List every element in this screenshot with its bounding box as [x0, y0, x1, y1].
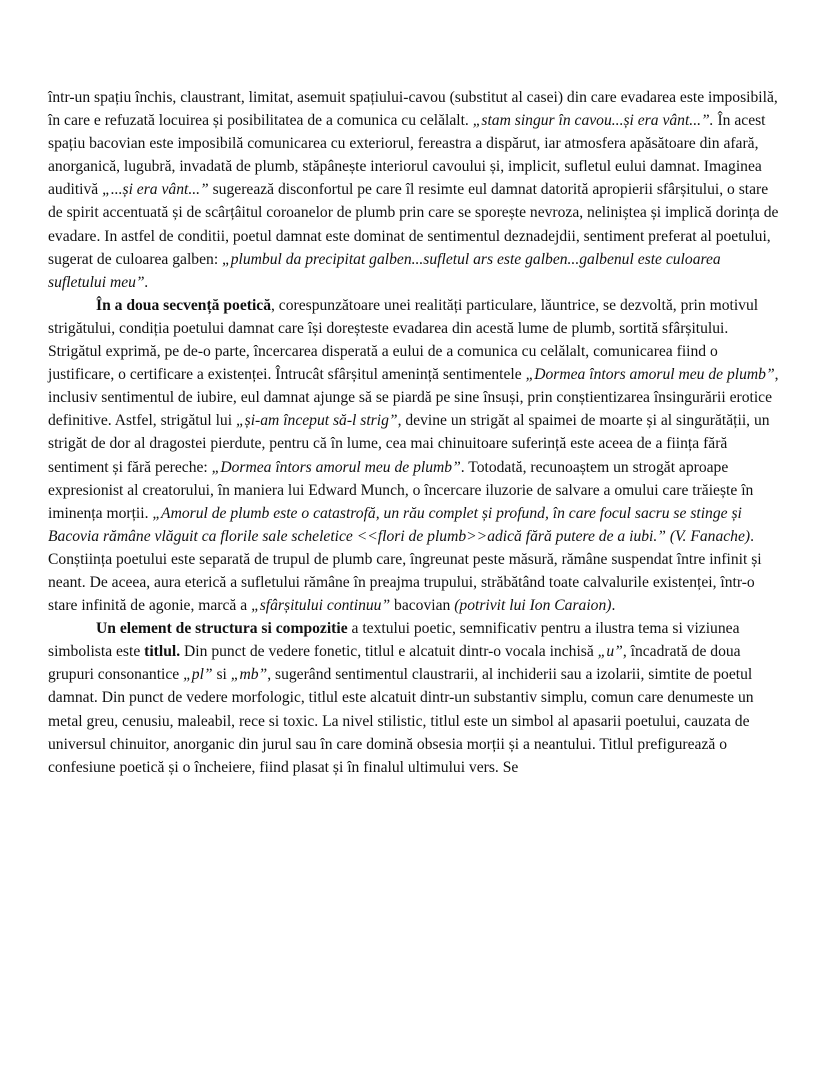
paragraph-1 [48, 86, 782, 294]
quote-text: „Dormea întors amorul meu de plumb” [211, 458, 461, 476]
document-body [48, 86, 782, 779]
quote-text: „sfârșitului continuu” [251, 597, 391, 615]
quote-text: „Dormea întors amorul meu de plumb” [525, 366, 775, 384]
body-text: , devine un strigăt al spaimei de moarte și al singurătății, un strigăt de dor al dragostei pierdute, pentru că în lume, cea mai chinuitoare suferință este aceea de a ființa fără sentiment și fără pereche: [48, 412, 770, 476]
quote-text: „u” [597, 643, 623, 661]
quote-text: „...și era vânt...” [102, 181, 209, 199]
quote-text: „pl” [183, 666, 213, 684]
body-text: sugerează disconfortul pe care îl resimte eul damnat datorită apropierii sfârșitului, o stare de spirit accentuată și de scârțâitul coroanelor de plumb prin care se sporește nevroza, neliniștea și implică dorința de evadare. In astfel de conditii, poetul damnat este dominat de sentimentul deznadejdii, sentiment preferat al poetului, sugerat de culoarea galben: [48, 181, 779, 268]
document-page [48, 86, 782, 779]
quote-text: „Amorul de plumb este o catastrofă, un rău complet și profund, în care focul sacru se stinge și Bacovia rămâne vlăguit ca florile sale scheletice <<flori de plumb>>adică fără putere de a iubi.” (V. Fanache) [48, 504, 751, 545]
body-text: într-un spațiu închis, claustrant, limitat, asemuit spațiului-cavou (substitut al casei) din care evadarea este imposibilă, în care e refuzată locuirea și posibilitatea de a comunica cu celălalt. [48, 89, 778, 130]
body-text: , inclusiv sentimentul de iubire, eul damnat ajunge să se piardă pe sine însuși, prin conștientizarea însingurării erotice definitive. Astfel, strigătul lui [48, 366, 779, 430]
body-text: . Totodată, recunoaștem un strogăt aproape expresionist al creatorului, în maniera lui Edward Munch, o încercare iluzorie de salvare a omului care trăiește în iminența morții. [48, 458, 754, 522]
quote-text: „plumbul da precipitat galben...sufletul ars este galben...galbenul este culoarea sufletului meu”. [48, 250, 721, 291]
body-text: Din punct de vedere fonetic, titlul e alcatuit dintr-o vocala inchisă [180, 643, 598, 661]
body-text: a textului poetic, semnificativ pentru a ilustra tema si viziunea simbolista este [48, 620, 740, 661]
bold-text: titlul. [144, 643, 181, 661]
body-text: . Conștiința poetului este separată de trupul de plumb care, îngreunat peste măsură, rămâne suspendat între infinit și neant. De aceea, aura eterică a sufletului rămâne în preajma trupului, străbătând toate calvalurile existenței, într-o stare infinită de agonie, marcă a [48, 527, 762, 615]
body-text: În acest spațiu bacovian este imposibilă comunicarea cu exteriorul, fereastra a dispărut, iar atmosfera apăsătoare din afară, anorganică, lugubră, invadată de plumb, stăpânește interiorul cavoului și, implicit, sufletul eului damnat. Imaginea auditivă [48, 112, 766, 199]
quote-text: „și-am început să-l strig” [235, 412, 398, 430]
body-text: . [611, 597, 616, 615]
bold-text: Un element de structura si compozitie [96, 620, 348, 638]
body-text: bacovian [390, 597, 455, 615]
paragraph-2 [48, 294, 782, 617]
quote-text: (potrivit lui Ion Caraion) [454, 597, 612, 615]
paragraph-3 [48, 617, 782, 779]
quote-text: „mb” [230, 666, 268, 684]
body-text: si [212, 666, 231, 684]
body-text: , încadrată de doua grupuri consonantice [48, 643, 741, 684]
quote-text: „stam singur în cavou...și era vânt...”. [472, 112, 714, 130]
body-text: , sugerând sentimentul claustrarii, al inchiderii sau a izolarii, simtite de poetul damnat. Din punct de vedere morfologic, titlul este alcatuit dintr-un substantiv simplu, comun care denumeste un metal greu, cenusiu, maleabil, rece si toxic. La nivel stilistic, titlul este un simbol al apasarii poetului, cauzata de universul chinuitor, anorganic din jurul sau în care domină obsesia morții și a neantului. Titlul prefigurează o confesiune poetică și o încheiere, fiind plasat și în finalul ultimului vers. Se [48, 666, 754, 776]
bold-text: În a doua secvență poetică [96, 296, 271, 314]
body-text: , corespunzătoare unei realități particulare, lăuntrice, se dezvoltă, prin motivul strigătului, condiția poetului damnat care își doreșteste evadarea din acestă lume de plumb, sortită sfârșitului. Strigătul exprimă, pe de-o parte, încercarea disperată a eului de a comunica cu celălalt, comunicarea fiind o justificare, o certificare a existenței. Întrucât sfârșitul amenință sentimentele [48, 296, 759, 384]
